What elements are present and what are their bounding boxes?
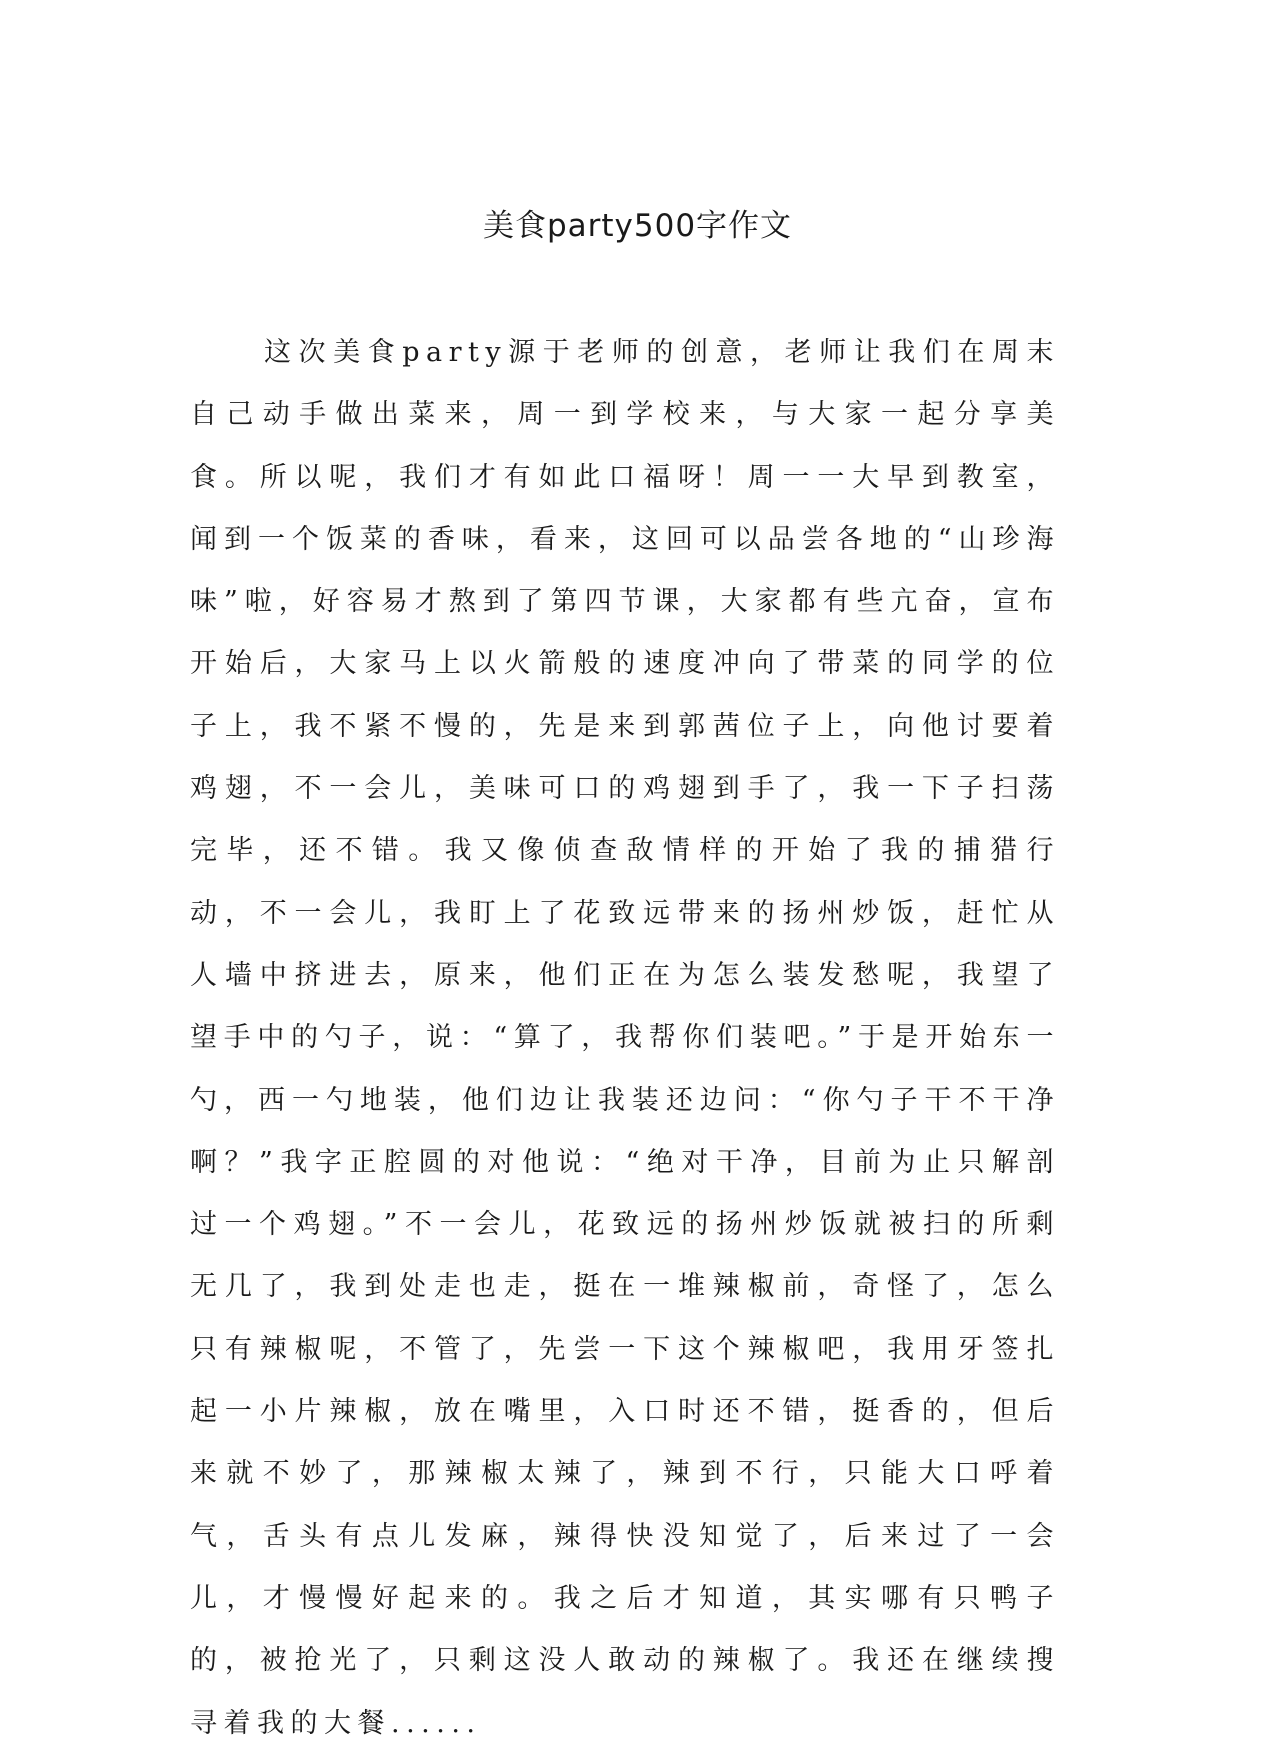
essay-paragraph: 这次美食party源于老师的创意，老师让我们在周末自己动手做出菜来，周一到学校来，与大家一起分享美食。所以呢，我们才有如此口福呀！周一一大早到教室，闻到一个饭菜的香味，看来，这回可以品尝各地的“山珍海味”啦，好容易才熬到了第四节课，大家都有些亢奋，宣布开始后，大家马上以火箭般的速度冲向了带菜的同学的位子上，我不紧不慢的，先是来到郭茜位子上，向他讨要着鸡翅，不一会儿，美味可口的鸡翅到手了，我一下子扫荡完毕，还不错。我又像侦查敌情样的开始了我的捕猎行动，不一会儿，我盯上了花致远带来的扬州炒饭，赶忙从人墙中挤进去，原来，他们正在为怎么装发愁呢，我望了望手中的勺子，说：“算了，我帮你们装吧。”于是开始东一勺，西一勺地装，他们边让我装还边问：“你勺子干不干净啊？”我字正腔圆的对他说：“绝对干净，目前为止只解剖过一个鸡翅。”不一会儿，花致远的扬州炒饭就被扫的所剩无几了，我到处走也走，挺在一堆辣椒前，奇怪了，怎么只有辣椒呢，不管了，先尝一下这个辣椒吧，我用牙签扎起一小片辣椒，放在嘴里，入口时还不错，挺香的，但后来就不妙了，那辣椒太辣了，辣到不行，只能大口呼着气，舌头有点儿发麻，辣得快没知觉了，后来过了一会儿，才慢慢好起来的。我之后才知道，其实哪有只鸭子的，被抢光了，只剩这没人敢动的辣椒了。我还在继续搜寻着我的大餐...... [190, 337, 1060, 1739]
document-title: 美食party500字作文 [482, 208, 793, 244]
